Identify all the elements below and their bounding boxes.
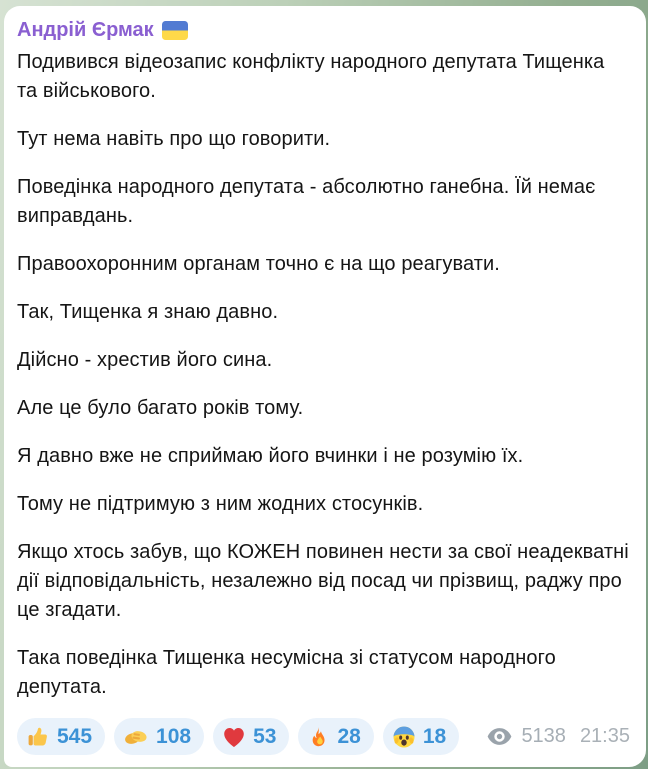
message-footer xyxy=(17,718,630,757)
thumbs-up-icon xyxy=(26,725,50,749)
message-paragraph: Тому не підтримую з ним жодних стосунків. xyxy=(17,493,424,515)
reaction-red-heart[interactable] xyxy=(213,718,289,755)
message-bubble xyxy=(4,6,646,767)
reaction-count: 545 xyxy=(57,725,93,748)
ukraine-flag-icon xyxy=(162,21,188,40)
reaction-count: 108 xyxy=(156,725,192,748)
message-paragraph: Я давно вже не сприймаю його вчинки і не розумію їх. xyxy=(17,445,524,467)
eye-icon xyxy=(487,728,512,745)
message-paragraph: Якщо хтось забув, що КОЖЕН повинен нести за свої неадекватні дії відповідальність, незалежно від посад чи прізвищ, раджу про це згадати. xyxy=(17,541,629,621)
scream-face-icon xyxy=(392,725,416,749)
message-paragraph: Така поведінка Тищенка несумісна зі статусом народного депутата. xyxy=(17,647,556,698)
reaction-count: 53 xyxy=(253,725,277,748)
reaction-thumbs-up[interactable] xyxy=(17,718,105,755)
timestamp: 21:35 xyxy=(579,725,630,747)
reaction-handshake[interactable] xyxy=(114,718,204,755)
reaction-scream-face[interactable] xyxy=(383,718,459,755)
reaction-count: 28 xyxy=(337,725,361,748)
message-meta xyxy=(487,725,630,748)
message-text xyxy=(17,48,630,702)
reaction-fire[interactable] xyxy=(298,718,373,755)
handshake-icon xyxy=(123,726,149,748)
red-heart-icon xyxy=(222,726,246,748)
view-count: 5138 xyxy=(521,725,566,747)
reaction-count: 18 xyxy=(422,725,447,748)
message-paragraph: Тут нема навіть про що говорити. xyxy=(17,128,331,150)
message-paragraph: Але це було багато років тому. xyxy=(17,397,304,419)
message-paragraph: Дійсно - хрестив його сина. xyxy=(17,349,273,371)
channel-header[interactable] xyxy=(17,18,630,42)
message-paragraph: Подивився відеозапис конфлікту народного депутата Тищенка та військового. xyxy=(17,51,605,102)
message-paragraph: Правоохоронним органам точно є на що реагувати. xyxy=(17,253,500,275)
channel-name[interactable]: Андрій Єрмак xyxy=(17,19,154,41)
message-paragraph: Так, Тищенка я знаю давно. xyxy=(17,301,279,323)
fire-icon xyxy=(307,725,330,749)
message-paragraph: Поведінка народного депутата - абсолютно ганебна. Їй немає виправдань. xyxy=(17,176,596,227)
